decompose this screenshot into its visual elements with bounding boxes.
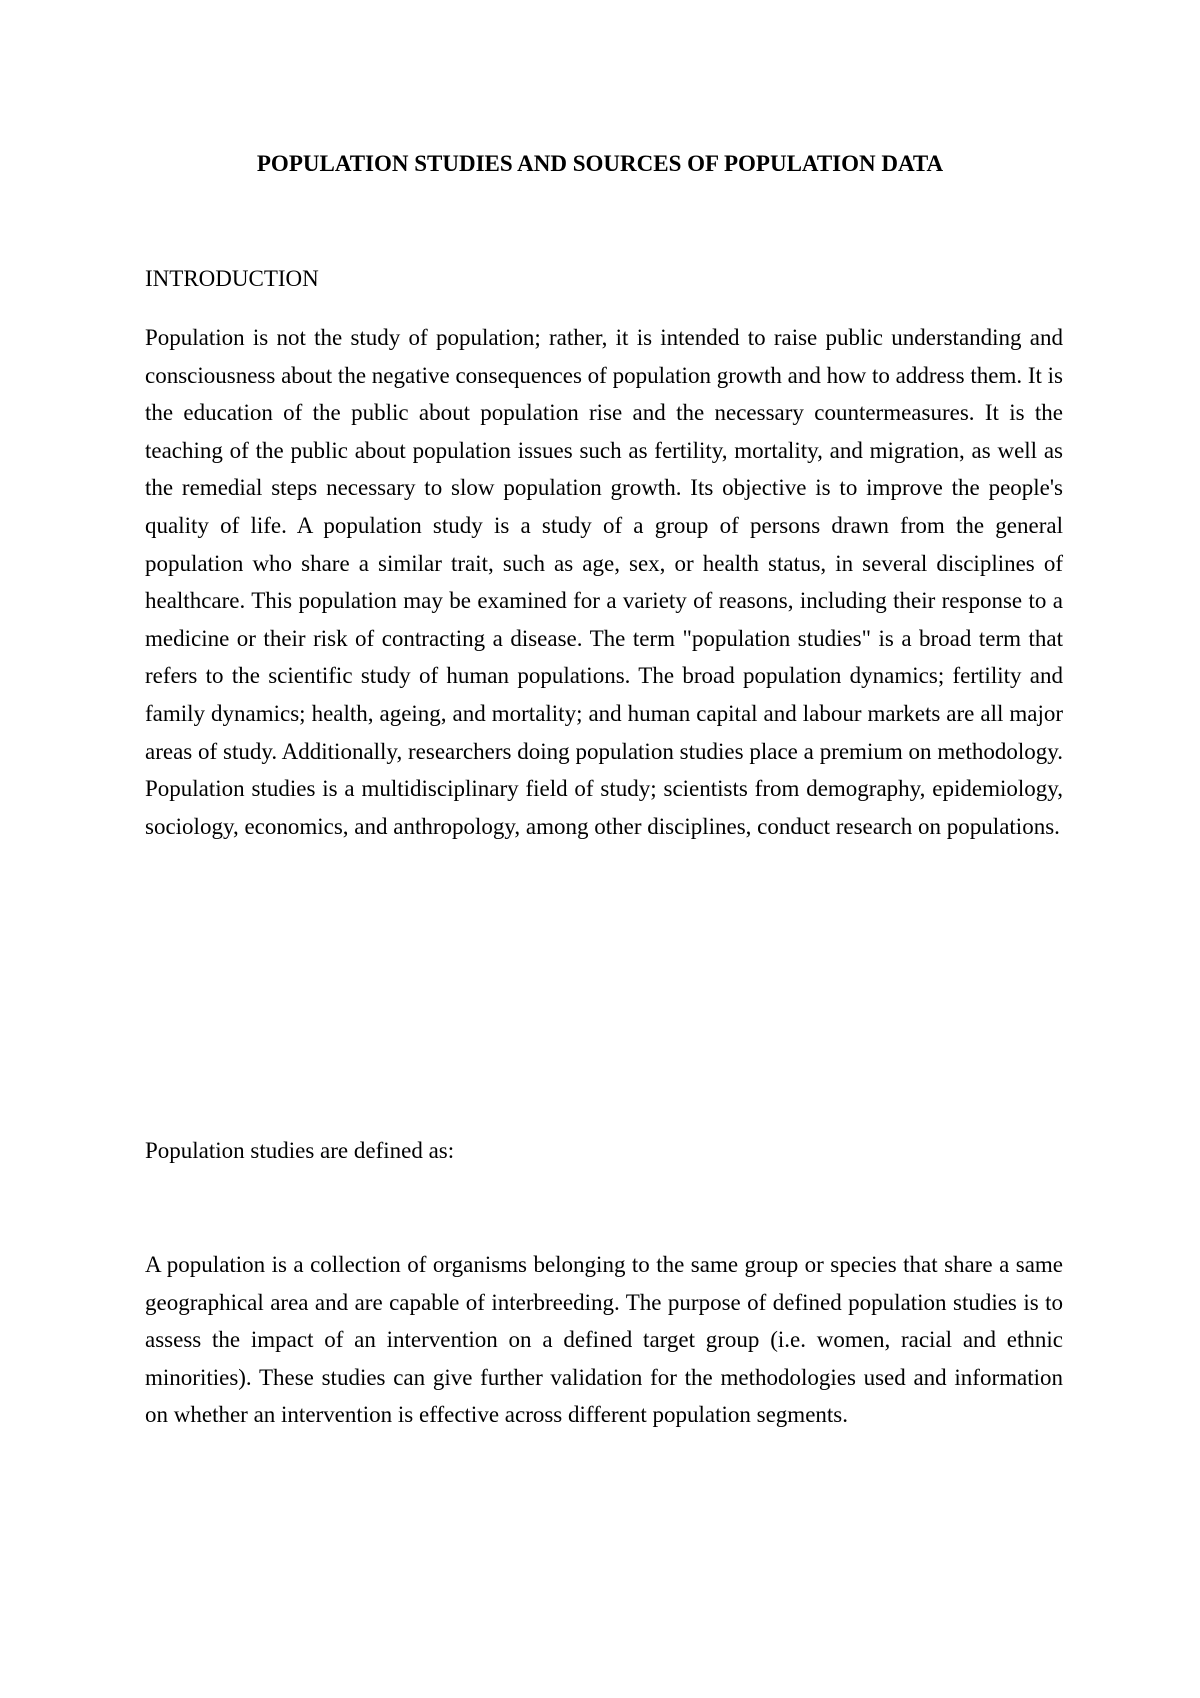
definition-paragraph: A population is a collection of organisms belonging to the same group or species that share a same geographical area and are capable of interbreeding. The purpose of defined population studies is to assess the impact of an intervention on a defined target group (i.e. women, racial and ethnic minorities). These studies can give further validation for the methodologies used and information on whether an intervention is effective across different population segments.: [145, 1252, 1063, 1428]
definition-heading: Population studies are defined as:: [145, 1138, 455, 1163]
introduction-paragraph: Population is not the study of population; rather, it is intended to raise public understanding and consciousness about the negative consequences of population growth and how to address them. It is the education of the public about population rise and the necessary countermeasures. It is the teaching of the public about population issues such as fertility, mortality, and migration, as well as the remedial steps necessary to slow population growth. Its objective is to improve the people's quality of life. A population study is a study of a group of persons drawn from the general population who share a similar trait, such as age, sex, or health status, in several disciplines of healthcare. This population may be examined for a variety of reasons, including their response to a medicine or their risk of contracting a disease. The term "population studies" is a broad term that refers to the scientific study of human populations. The broad population dynamics; fertility and family dynamics; health, ageing, and mortality; and human capital and labour markets are all major areas of study. Additionally, researchers doing population studies place a premium on methodology. Population studies is a multidisciplinary field of study; scientists from demography, epidemiology, sociology, economics, and anthropology, among other disciplines, conduct research on populations.: [145, 325, 1063, 839]
document-title: POPULATION STUDIES AND SOURCES OF POPULATION DATA: [256, 151, 944, 176]
introduction-heading: INTRODUCTION: [145, 266, 319, 291]
